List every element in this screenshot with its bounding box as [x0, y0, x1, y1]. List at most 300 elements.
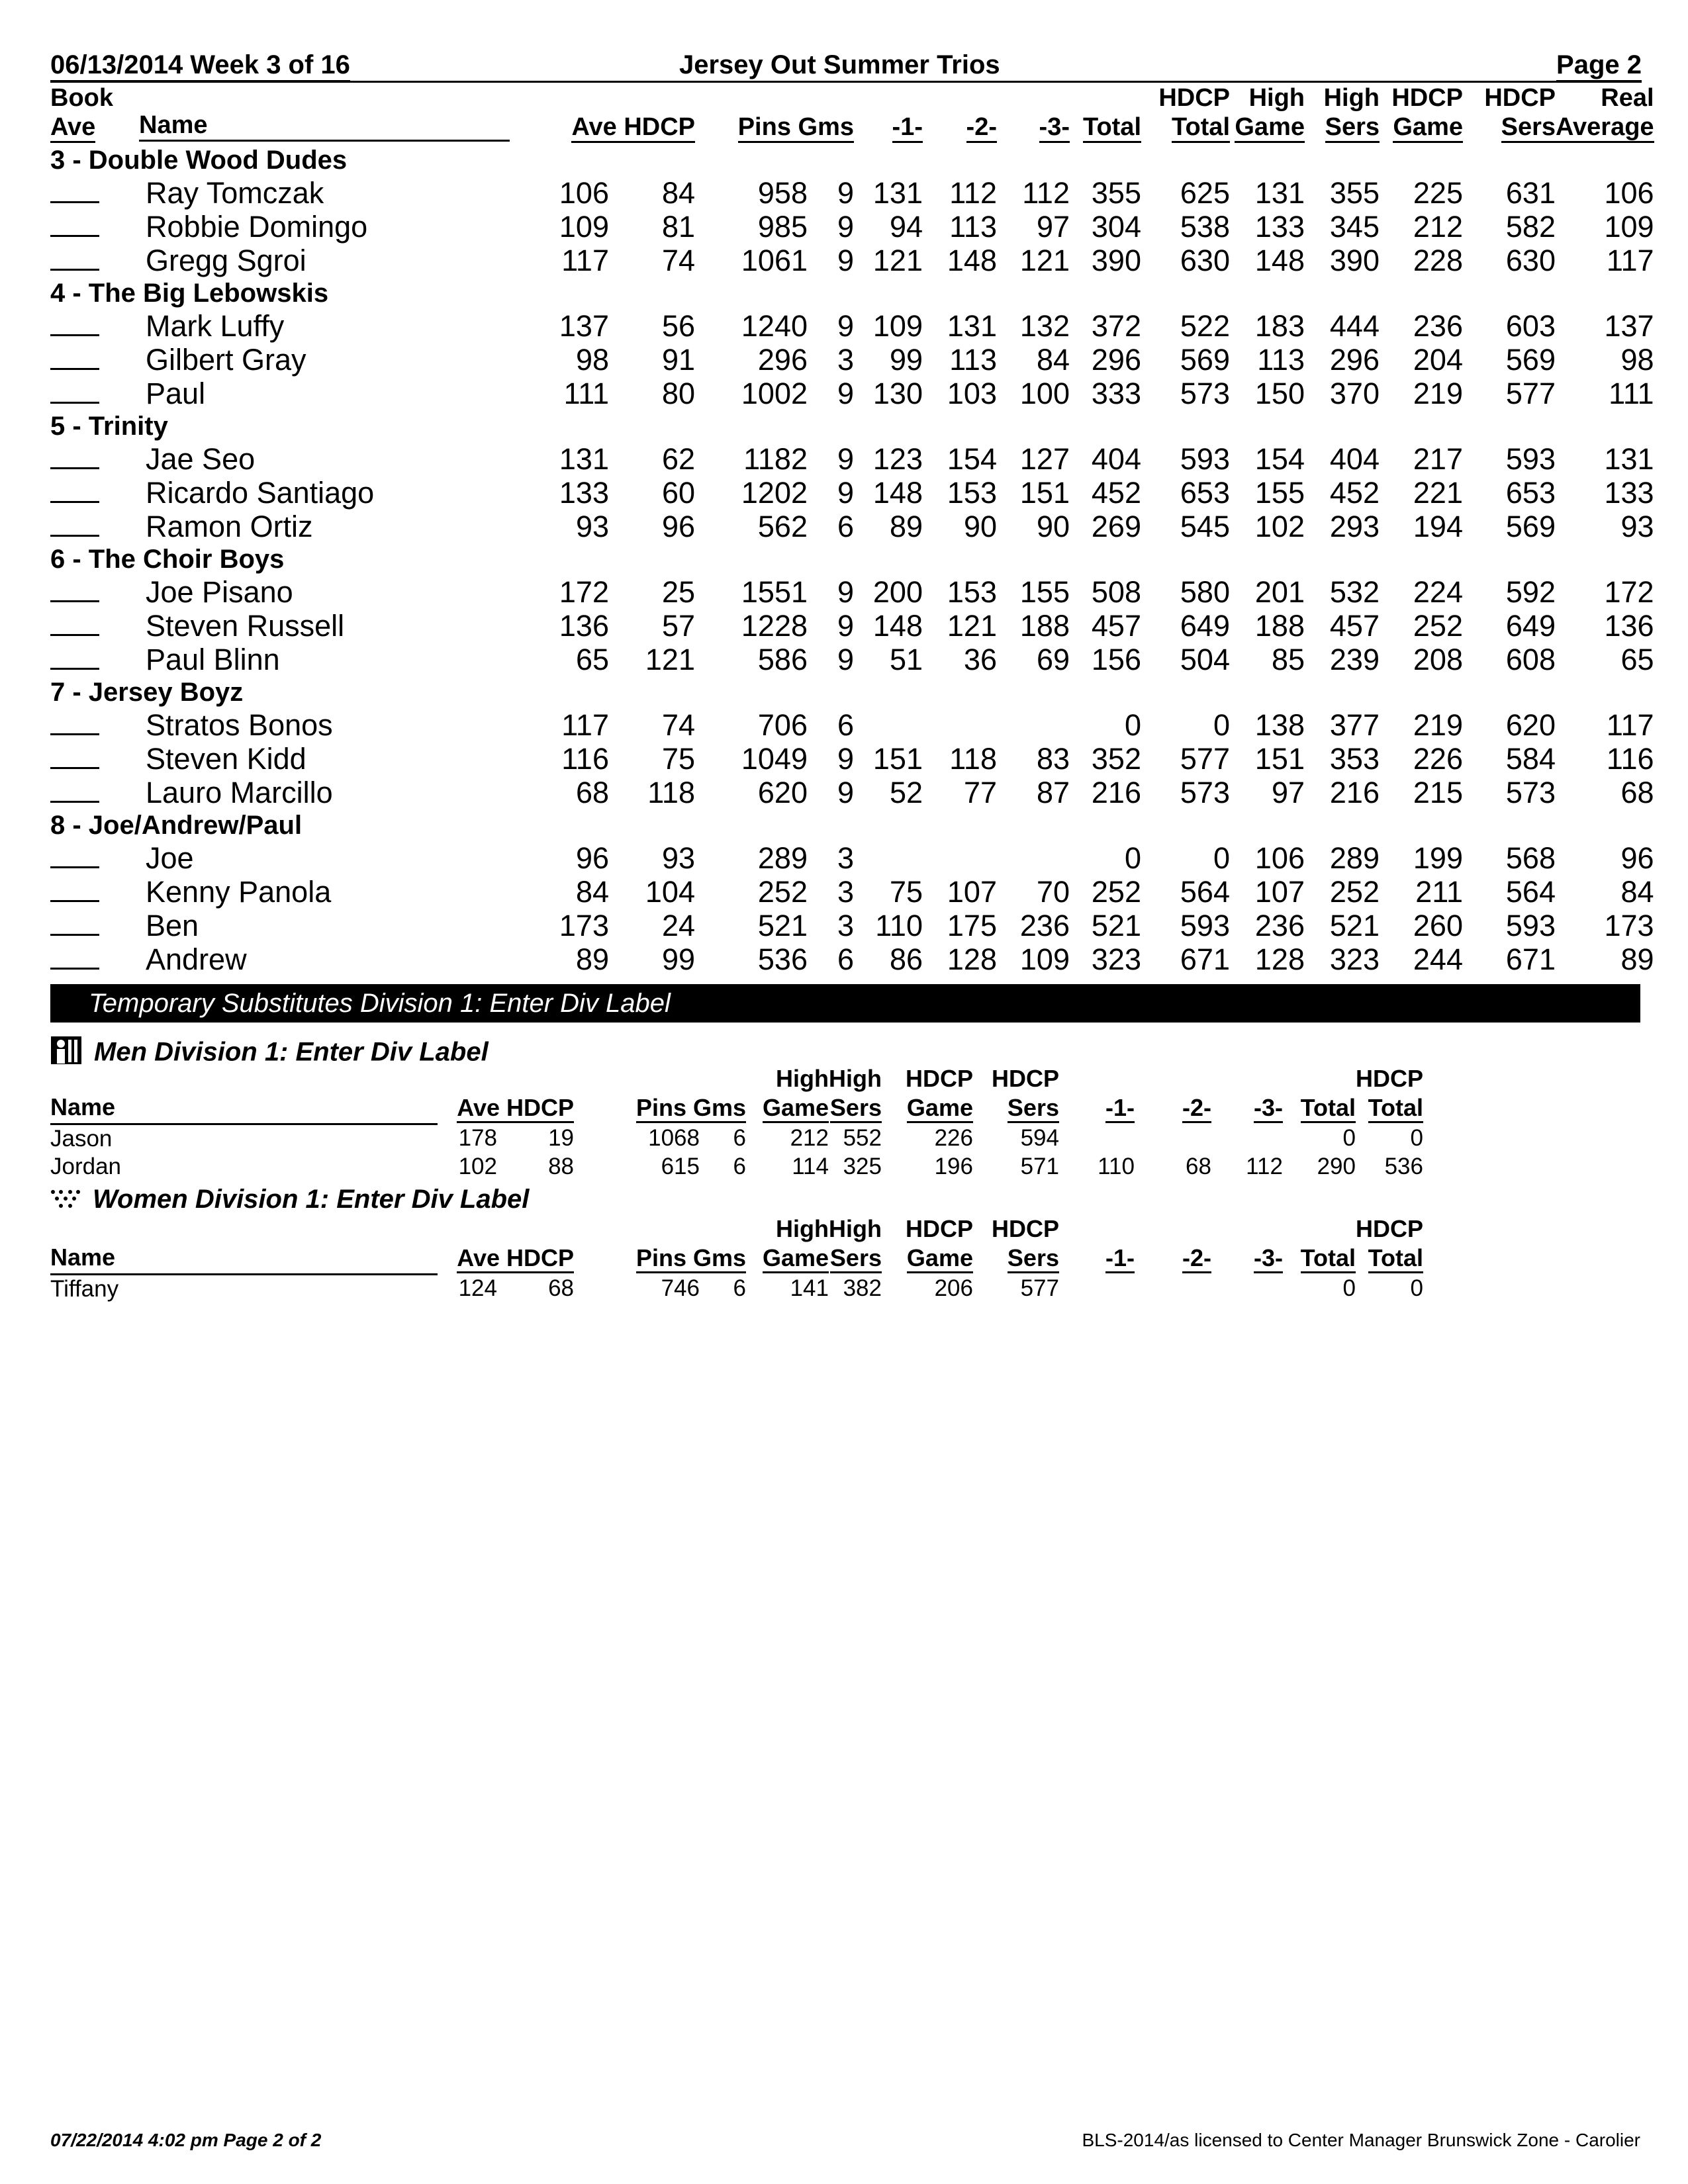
handicap: 104 — [645, 875, 695, 909]
page-number: Page 2 — [1556, 50, 1642, 82]
team-row — [50, 277, 1654, 309]
high-series: 216 — [1329, 776, 1380, 809]
pins: 586 — [757, 643, 808, 676]
handicap: 88 — [548, 1153, 574, 1179]
high-game: 150 — [1254, 377, 1305, 410]
game-1: 86 — [889, 942, 923, 976]
sub-col-game1: -1- — [1059, 1064, 1135, 1124]
blank-line — [50, 179, 99, 203]
handicap: 81 — [661, 210, 695, 244]
average: 111 — [563, 377, 609, 410]
blank-line — [50, 844, 99, 868]
pins: 1061 — [741, 244, 808, 277]
series-total: 323 — [1091, 942, 1141, 976]
game-2: 128 — [947, 942, 997, 976]
bowler-name: Paul Blinn — [146, 643, 280, 676]
hdcp-series: 582 — [1505, 210, 1556, 244]
game-2: 113 — [949, 343, 997, 377]
game-3: 100 — [1019, 377, 1070, 410]
series-total: 404 — [1091, 442, 1141, 476]
high-series: 404 — [1329, 442, 1380, 476]
blank-line — [50, 379, 99, 404]
sub-col-ave-hdcp: Ave HDCP — [438, 1064, 574, 1124]
average: 137 — [559, 309, 609, 343]
average: 98 — [575, 343, 609, 377]
pins: 706 — [757, 708, 808, 742]
high-game: 114 — [792, 1153, 829, 1179]
blank-line — [50, 578, 99, 602]
game-3: 121 — [1019, 244, 1070, 277]
hdcp-game: 199 — [1413, 841, 1463, 875]
average: 102 — [458, 1153, 497, 1179]
hdcp-series: 573 — [1505, 776, 1556, 809]
team-standings-table — [50, 83, 1654, 976]
sub-col-total: Total — [1283, 1064, 1356, 1124]
series-total: 156 — [1091, 643, 1141, 676]
hdcp-series: 593 — [1505, 442, 1556, 476]
bowler-name: Gilbert Gray — [146, 343, 306, 377]
pins: 1182 — [743, 442, 808, 476]
bowler-row — [50, 909, 1654, 942]
men-substitutes-table — [50, 1064, 1423, 1181]
game-2 — [923, 708, 997, 742]
women-division-label: Women Division 1: Enter Div Label — [50, 1185, 529, 1216]
bowler-row — [50, 575, 1654, 609]
handicap: 96 — [661, 510, 695, 543]
league-title: Jersey Out Summer Trios — [679, 50, 1000, 79]
sub-col-game2: -2- — [1135, 1064, 1211, 1124]
team-name: 7 - Jersey Boyz — [50, 678, 244, 707]
book-average-blank[interactable] — [50, 909, 139, 942]
sub-col-hdcp-game: HDCP Game — [882, 1214, 973, 1274]
game-1 — [1059, 1274, 1135, 1303]
high-game: 183 — [1254, 309, 1305, 343]
hdcp-series: 594 — [1020, 1124, 1059, 1151]
hdcp-series: 631 — [1505, 176, 1556, 210]
series-total: 216 — [1091, 776, 1141, 809]
high-series: 355 — [1329, 176, 1380, 210]
hdcp-game: 206 — [934, 1275, 973, 1301]
hdcp-series: 653 — [1505, 476, 1556, 510]
high-series: 521 — [1329, 909, 1380, 942]
col-real-average: Real Average — [1556, 83, 1654, 144]
high-series: 382 — [843, 1275, 882, 1301]
average: 84 — [575, 875, 609, 909]
average: 116 — [561, 742, 609, 776]
sub-name: Jason — [50, 1125, 113, 1152]
handicap: 24 — [661, 909, 695, 942]
team-row — [50, 144, 1654, 176]
bowler-row — [50, 708, 1654, 742]
series-total: 0 — [1342, 1275, 1356, 1301]
game-3: 83 — [1036, 742, 1070, 776]
high-game: 133 — [1254, 210, 1305, 244]
high-series: 323 — [1329, 942, 1380, 976]
bowler-row — [50, 510, 1654, 543]
bowler-name: Paul — [146, 377, 206, 410]
hdcp-total: 545 — [1180, 510, 1230, 543]
series-total: 333 — [1091, 377, 1141, 410]
bowler-name: Gregg Sgroi — [146, 244, 306, 277]
series-total: 457 — [1091, 609, 1141, 643]
high-game: 131 — [1254, 176, 1305, 210]
team-name: 4 - The Big Lebowskis — [50, 279, 329, 308]
game-2: 154 — [947, 442, 997, 476]
series-total: 352 — [1091, 742, 1141, 776]
hdcp-series: 584 — [1505, 742, 1556, 776]
game-2: 90 — [963, 510, 997, 543]
high-series: 289 — [1329, 841, 1380, 875]
high-series: 444 — [1329, 309, 1380, 343]
high-series: 390 — [1329, 244, 1380, 277]
bowler-name: Ricardo Santiago — [146, 476, 375, 510]
game-1: 121 — [872, 244, 923, 277]
hdcp-series: 577 — [1020, 1275, 1059, 1301]
bowler-row — [50, 210, 1654, 244]
games: 9 — [837, 476, 854, 510]
game-3: 87 — [1036, 776, 1070, 809]
high-series: 296 — [1329, 343, 1380, 377]
game-2: 131 — [947, 309, 997, 343]
hdcp-game: 217 — [1413, 442, 1463, 476]
sub-col-high-sers: High Sers — [829, 1064, 882, 1124]
hdcp-total: 0 — [1410, 1124, 1423, 1151]
game-2 — [923, 841, 997, 875]
hdcp-game: 236 — [1413, 309, 1463, 343]
game-1: 99 — [889, 343, 923, 377]
series-total: 252 — [1091, 875, 1141, 909]
bowler-row — [50, 476, 1654, 510]
average: 136 — [559, 609, 609, 643]
book-average-blank[interactable] — [50, 176, 139, 210]
sub-col-hdcp-game: HDCP Game — [882, 1064, 973, 1124]
col-ave-hdcp: Ave HDCP — [536, 83, 695, 144]
game-2: 112 — [949, 176, 997, 210]
hdcp-series: 592 — [1505, 575, 1556, 609]
game-2: 148 — [947, 244, 997, 277]
bowler-name: Joe — [146, 841, 194, 875]
page-header — [50, 41, 1642, 83]
blank-line — [50, 478, 99, 503]
sub-col-name: Name — [50, 1214, 438, 1274]
blank-line — [50, 312, 99, 336]
real-average: 137 — [1604, 309, 1654, 343]
team-name: 5 - Trinity — [50, 412, 168, 441]
hdcp-total: 538 — [1180, 210, 1230, 244]
game-2 — [1135, 1274, 1211, 1303]
book-average-blank[interactable] — [50, 244, 139, 277]
real-average: 117 — [1606, 244, 1654, 277]
game-1: 130 — [872, 377, 923, 410]
games: 9 — [837, 742, 854, 776]
team-name: 3 - Double Wood Dudes — [50, 146, 348, 175]
game-1 — [854, 841, 923, 875]
col-game1: -1- — [854, 83, 923, 144]
sub-col-high-game: High Game — [746, 1064, 829, 1124]
blank-line — [50, 778, 99, 803]
series-total: 0 — [1342, 1124, 1356, 1151]
date-week: 06/13/2014 Week 3 of 16 — [50, 50, 350, 82]
bowler-row — [50, 609, 1654, 643]
high-game: 85 — [1271, 643, 1305, 676]
hdcp-series: 630 — [1505, 244, 1556, 277]
book-average-blank[interactable] — [50, 575, 139, 609]
game-2: 153 — [947, 476, 997, 510]
hdcp-total: 0 — [1410, 1275, 1423, 1301]
men-division-label: Men Division 1: Enter Div Label — [50, 1036, 489, 1071]
hdcp-series: 577 — [1505, 377, 1556, 410]
game-2 — [1135, 1124, 1211, 1153]
game-3: 90 — [1036, 510, 1070, 543]
hdcp-total: 580 — [1180, 575, 1230, 609]
real-average: 116 — [1606, 742, 1654, 776]
women-header-row — [50, 1214, 1423, 1274]
pins: 252 — [757, 875, 808, 909]
game-2: 103 — [947, 377, 997, 410]
book-average-blank[interactable] — [50, 609, 139, 643]
bowler-name: Andrew — [146, 942, 247, 976]
hdcp-game: 219 — [1413, 708, 1463, 742]
games: 9 — [837, 575, 854, 609]
bowler-row — [50, 643, 1654, 676]
book-average-blank[interactable] — [50, 643, 139, 676]
game-1: 123 — [872, 442, 923, 476]
handicap: 25 — [661, 575, 695, 609]
hdcp-total: 625 — [1180, 176, 1230, 210]
blank-line — [50, 711, 99, 735]
handicap: 75 — [661, 742, 695, 776]
bowler-name: Steven Russell — [146, 609, 345, 643]
women-body — [50, 1274, 1423, 1303]
game-1: 110 — [1098, 1153, 1135, 1179]
game-3: 109 — [1019, 942, 1070, 976]
book-average-blank[interactable] — [50, 776, 139, 809]
team-row — [50, 809, 1654, 841]
pins: 615 — [661, 1153, 700, 1179]
bowler-row — [50, 942, 1654, 976]
team-name: 8 - Joe/Andrew/Paul — [50, 811, 303, 840]
blank-line — [50, 246, 99, 271]
pins: 746 — [661, 1275, 700, 1301]
pins: 958 — [757, 176, 808, 210]
hdcp-game: 244 — [1413, 942, 1463, 976]
book-average-blank[interactable] — [50, 210, 139, 244]
game-2: 107 — [947, 875, 997, 909]
hdcp-game: 252 — [1413, 609, 1463, 643]
real-average: 133 — [1604, 476, 1654, 510]
handicap: 60 — [661, 476, 695, 510]
book-average-blank[interactable] — [50, 942, 139, 976]
col-hdcp-total: HDCP Total — [1141, 83, 1230, 144]
book-average-blank[interactable] — [50, 510, 139, 543]
hdcp-total: 569 — [1180, 343, 1230, 377]
games: 9 — [837, 643, 854, 676]
game-3: 84 — [1036, 343, 1070, 377]
hdcp-game: 196 — [934, 1153, 973, 1179]
handicap: 80 — [661, 377, 695, 410]
game-3: 236 — [1019, 909, 1070, 942]
game-3: 112 — [1246, 1153, 1283, 1179]
average: 109 — [559, 210, 609, 244]
handicap: 19 — [548, 1124, 574, 1151]
real-average: 106 — [1604, 176, 1654, 210]
hdcp-total: 653 — [1180, 476, 1230, 510]
book-average-blank[interactable] — [50, 309, 139, 343]
hdcp-game: 221 — [1413, 476, 1463, 510]
blank-line — [50, 745, 99, 769]
game-1: 131 — [872, 176, 923, 210]
series-total: 0 — [1124, 708, 1141, 742]
games: 9 — [837, 609, 854, 643]
high-game: 201 — [1254, 575, 1305, 609]
real-average: 89 — [1620, 942, 1654, 976]
pins: 1002 — [741, 377, 808, 410]
high-game: 107 — [1254, 875, 1305, 909]
hdcp-total: 593 — [1180, 442, 1230, 476]
sub-col-high-sers: High Sers — [829, 1214, 882, 1274]
real-average: 136 — [1604, 609, 1654, 643]
pins: 1049 — [741, 742, 808, 776]
hdcp-game: 215 — [1413, 776, 1463, 809]
sub-col-hdcp-total: HDCP Total — [1356, 1064, 1423, 1124]
book-average-blank[interactable] — [50, 343, 139, 377]
blank-line — [50, 945, 99, 970]
average: 172 — [559, 575, 609, 609]
bowler-row — [50, 776, 1654, 809]
hdcp-game: 208 — [1413, 643, 1463, 676]
high-series: 377 — [1329, 708, 1380, 742]
high-game: 151 — [1254, 742, 1305, 776]
real-average: 98 — [1620, 343, 1654, 377]
pins: 1202 — [741, 476, 808, 510]
col-hdcp-game: HDCP Game — [1380, 83, 1463, 144]
substitute-row — [50, 1153, 1423, 1181]
sub-col-hdcp-sers: HDCP Sers — [973, 1064, 1059, 1124]
bowler-name: Ben — [146, 909, 199, 942]
game-3: 127 — [1019, 442, 1070, 476]
hdcp-total: 564 — [1180, 875, 1230, 909]
real-average: 131 — [1604, 442, 1654, 476]
handicap: 74 — [661, 244, 695, 277]
games: 9 — [837, 210, 854, 244]
team-row — [50, 676, 1654, 708]
hdcp-total: 573 — [1180, 377, 1230, 410]
series-total: 390 — [1091, 244, 1141, 277]
hdcp-series: 649 — [1505, 609, 1556, 643]
series-total: 521 — [1091, 909, 1141, 942]
team-body — [50, 144, 1654, 976]
book-average-blank[interactable] — [50, 875, 139, 909]
hdcp-total: 573 — [1180, 776, 1230, 809]
book-average-blank[interactable] — [50, 442, 139, 476]
high-game: 106 — [1254, 841, 1305, 875]
series-total: 508 — [1091, 575, 1141, 609]
game-1: 94 — [889, 210, 923, 244]
average: 131 — [559, 442, 609, 476]
sub-name: Jordan — [50, 1153, 122, 1179]
games: 3 — [837, 343, 854, 377]
pins: 1228 — [741, 609, 808, 643]
high-game: 138 — [1254, 708, 1305, 742]
high-game: 141 — [790, 1275, 829, 1301]
handicap: 74 — [661, 708, 695, 742]
col-name: Name — [139, 83, 536, 144]
bowler-name: Ray Tomczak — [146, 176, 324, 210]
games: 3 — [837, 841, 854, 875]
col-game2: -2- — [923, 83, 997, 144]
games: 9 — [837, 776, 854, 809]
high-game: 212 — [790, 1124, 829, 1151]
pins: 536 — [757, 942, 808, 976]
real-average: 172 — [1604, 575, 1654, 609]
book-average-blank[interactable] — [50, 708, 139, 742]
hdcp-total: 630 — [1180, 244, 1230, 277]
bowler-name: Steven Kidd — [146, 742, 306, 776]
high-game: 128 — [1254, 942, 1305, 976]
bowler-name: Jae Seo — [146, 442, 256, 476]
sub-col-pins-gms: Pins Gms — [574, 1214, 746, 1274]
handicap: 62 — [661, 442, 695, 476]
hdcp-total: 0 — [1213, 708, 1230, 742]
game-1: 89 — [889, 510, 923, 543]
games: 9 — [837, 176, 854, 210]
book-average-blank[interactable] — [50, 377, 139, 410]
handicap: 68 — [548, 1275, 574, 1301]
game-3 — [997, 841, 1070, 875]
hdcp-series: 603 — [1505, 309, 1556, 343]
book-average-blank[interactable] — [50, 742, 139, 776]
hdcp-series: 564 — [1505, 875, 1556, 909]
book-average-blank[interactable] — [50, 841, 139, 875]
high-series: 325 — [843, 1153, 882, 1179]
game-3: 151 — [1019, 476, 1070, 510]
bowler-name: Joe Pisano — [146, 575, 293, 609]
games: 6 — [733, 1275, 746, 1301]
hdcp-game: 225 — [1413, 176, 1463, 210]
high-series: 452 — [1329, 476, 1380, 510]
game-1: 200 — [872, 575, 923, 609]
handicap: 91 — [661, 343, 695, 377]
footer-license: BLS-2014/as licensed to Center Manager Brunswick Zone - Carolier — [1082, 2130, 1640, 2150]
game-2: 36 — [963, 643, 997, 676]
bowler-name: Stratos Bonos — [146, 708, 333, 742]
game-1 — [854, 708, 923, 742]
real-average: 84 — [1620, 875, 1654, 909]
hdcp-game: 219 — [1413, 377, 1463, 410]
bowler-row — [50, 244, 1654, 277]
high-game: 148 — [1254, 244, 1305, 277]
high-series: 353 — [1329, 742, 1380, 776]
book-average-blank[interactable] — [50, 476, 139, 510]
sub-col-name: Name — [50, 1064, 438, 1124]
high-series: 345 — [1329, 210, 1380, 244]
women-substitutes-table — [50, 1214, 1423, 1303]
game-1: 151 — [872, 742, 923, 776]
series-total: 290 — [1317, 1153, 1356, 1179]
game-3: 155 — [1019, 575, 1070, 609]
handicap: 57 — [661, 609, 695, 643]
sub-col-pins-gms: Pins Gms — [574, 1064, 746, 1124]
game-3: 188 — [1019, 609, 1070, 643]
col-pins-gms: Pins Gms — [695, 83, 854, 144]
substitutes-bar: Temporary Substitutes Division 1: Enter Div Label — [50, 984, 1640, 1023]
games: 9 — [837, 377, 854, 410]
substitute-row — [50, 1124, 1423, 1153]
series-total: 304 — [1091, 210, 1141, 244]
hdcp-game: 260 — [1413, 909, 1463, 942]
hdcp-total: 522 — [1180, 309, 1230, 343]
game-2: 118 — [949, 742, 997, 776]
